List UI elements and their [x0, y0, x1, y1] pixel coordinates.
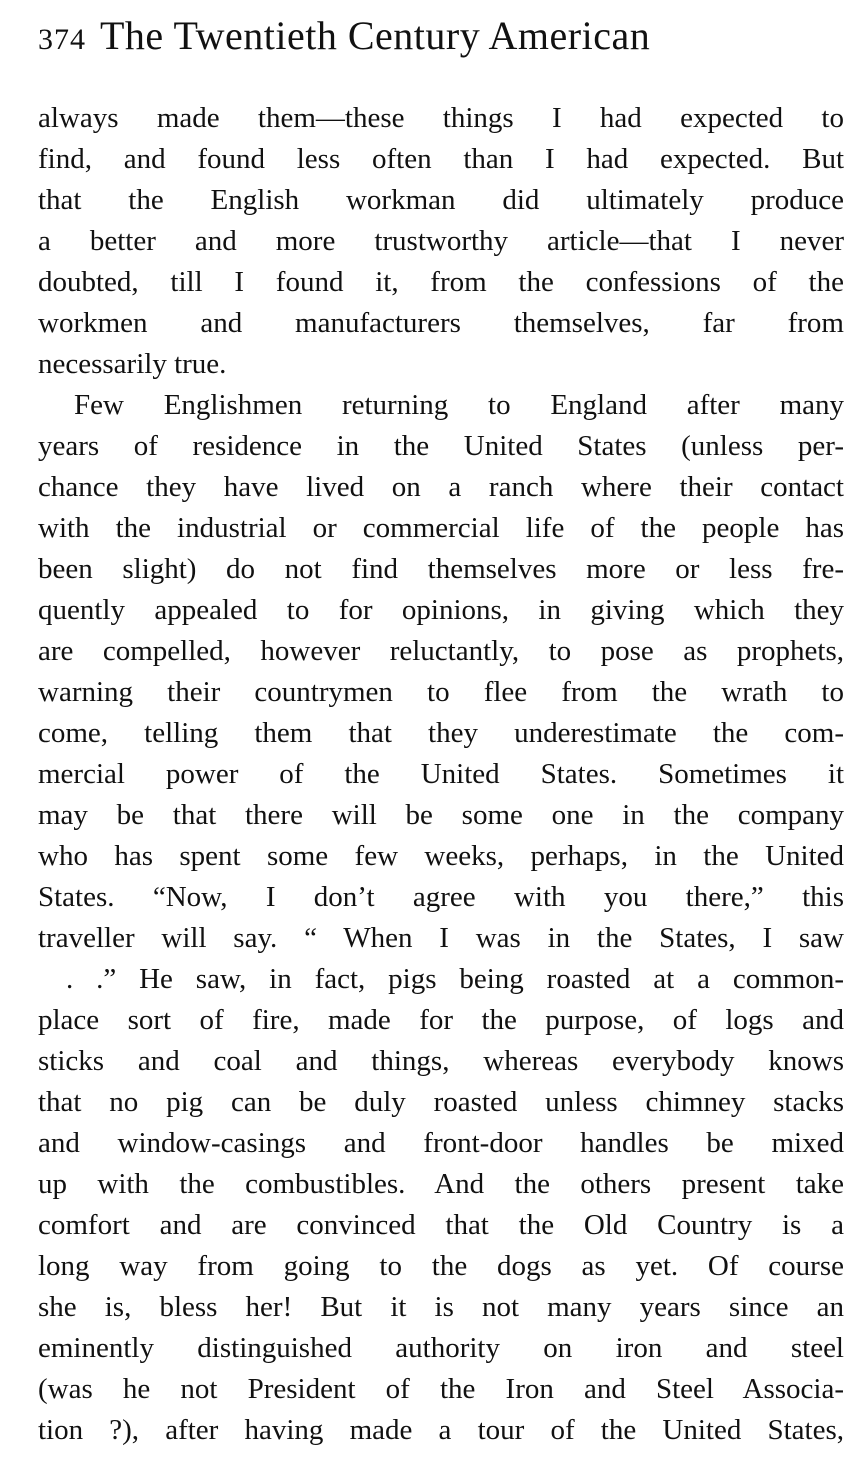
text-line: place sort of fire, made for the purpose, of logs and	[38, 1004, 844, 1036]
book-page	[38, 12, 844, 1451]
text-line: chance they have lived on a ranch where their contact	[38, 471, 844, 503]
text-line: States. “Now, I don’t agree with you there,” this	[38, 881, 844, 913]
text-line: traveller will say. “ When I was in the States, I saw	[38, 922, 844, 954]
text-line: . .” He saw, in fact, pigs being roasted at a common-	[66, 963, 844, 995]
text-line: come, telling them that they underestimate the com-	[38, 717, 844, 749]
text-line: may be that there will be some one in the company	[38, 799, 844, 831]
text-line: quently appealed to for opinions, in giving which they	[38, 594, 844, 626]
text-line: who has spent some few weeks, perhaps, in the United	[38, 840, 844, 872]
text-line: necessarily true.	[38, 348, 227, 380]
text-line: mercial power of the United States. Sometimes it	[38, 758, 844, 790]
running-head	[38, 12, 844, 72]
text-line: sticks and coal and things, whereas everybody knows	[38, 1045, 844, 1077]
text-line: and window-casings and front-door handles be mixed	[38, 1127, 844, 1159]
text-line: comfort and are convinced that the Old Country is a	[38, 1209, 844, 1241]
paragraph	[38, 98, 844, 385]
text-line: workmen and manufacturers themselves, far from	[38, 307, 844, 339]
text-line: doubted, till I found it, from the confessions of the	[38, 266, 844, 298]
text-line: that no pig can be duly roasted unless chimney stacks	[38, 1086, 844, 1118]
text-line: (was he not President of the Iron and Steel Associa-	[38, 1373, 844, 1405]
paragraph	[38, 385, 844, 1451]
text-line: always made them—these things I had expected to	[38, 102, 844, 134]
running-title: The Twentieth Century American	[100, 13, 651, 58]
text-line: long way from going to the dogs as yet. Of course	[38, 1250, 844, 1282]
text-line: eminently distinguished authority on iron and steel	[38, 1332, 844, 1364]
text-line: she is, bless her! But it is not many years since an	[38, 1291, 844, 1323]
text-line: years of residence in the United States (unless per-	[38, 430, 844, 462]
text-line: a better and more trustworthy article—that I never	[38, 225, 844, 257]
text-line: tion ?), after having made a tour of the United States,	[38, 1414, 844, 1446]
text-line: find, and found less often than I had expected. But	[38, 143, 844, 175]
text-line: are compelled, however reluctantly, to pose as prophets,	[38, 635, 844, 667]
body-text	[38, 98, 844, 1451]
text-line: with the industrial or commercial life of the people has	[38, 512, 844, 544]
text-line: Few Englishmen returning to England after many	[74, 389, 844, 421]
text-line: warning their countrymen to flee from the wrath to	[38, 676, 844, 708]
text-line: up with the combustibles. And the others present take	[38, 1168, 844, 1200]
text-line: that the English workman did ultimately produce	[38, 184, 844, 216]
text-line: been slight) do not find themselves more or less fre-	[38, 553, 844, 585]
page-number: 374	[38, 23, 86, 56]
